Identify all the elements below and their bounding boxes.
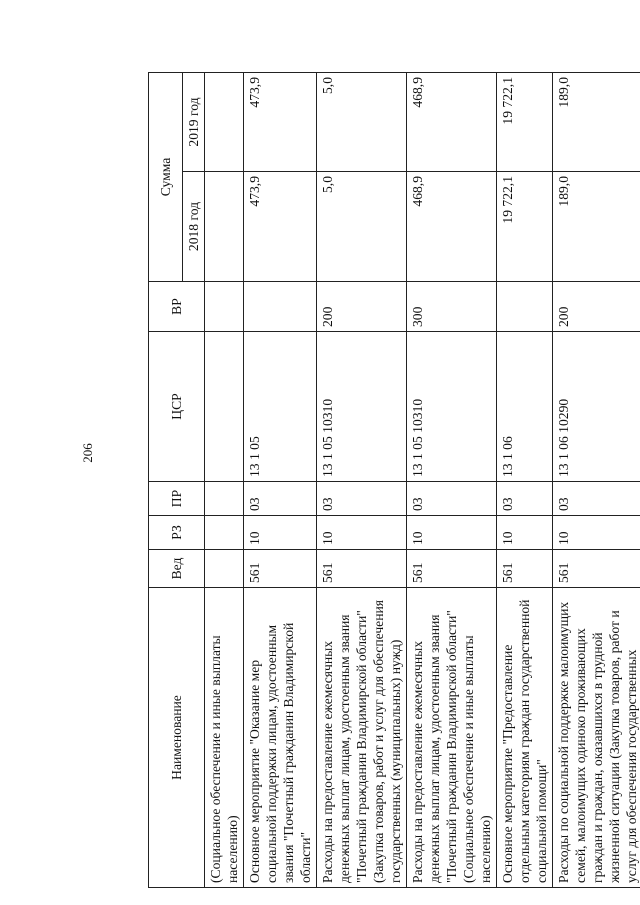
cell-name: Расходы на предоставление ежемесячных денежных выплат лицам, удостоенным звания "Почетный гражданин Владимирской области" (Закупка товаров, работ и услуг для обеспечения государственных (муниципальных) нужд) — [317, 588, 407, 888]
budget-table-wrapper — [148, 73, 639, 888]
cell-rz: 10 — [407, 516, 497, 550]
cell-2018: 19 722,1 — [497, 172, 553, 282]
cell-name: Расходы по социальной поддержке малоимущих семей, малоимущих одиноко проживающих граждан и граждан, оказавшихся в трудной жизненной ситуации (Закупка товаров, работ и услуг для обеспечения государственных — [553, 588, 640, 888]
cell-vr: 200 — [553, 282, 640, 332]
cell-ved: 561 — [244, 550, 317, 588]
cell-vr — [244, 282, 317, 332]
cell-csr: 13 1 06 10290 — [553, 332, 640, 482]
cell-vr — [497, 282, 553, 332]
cell-rz: 10 — [497, 516, 553, 550]
table-row — [244, 73, 317, 888]
header-year-2019: 2019 год — [183, 73, 205, 172]
table-row — [553, 73, 640, 888]
cell-2019: 5,0 — [317, 73, 407, 172]
cell-csr: 13 1 05 10310 — [317, 332, 407, 482]
cell-csr: 13 1 06 — [497, 332, 553, 482]
cell-ved — [205, 550, 244, 588]
cell-name: Расходы на предоставление ежемесячных денежных выплат лицам, удостоенным звания "Почетный гражданин Владимирской области" (Социальное обеспечение и иные выплаты населению) — [407, 588, 497, 888]
header-year-2018: 2018 год — [183, 172, 205, 282]
cell-rz — [205, 516, 244, 550]
cell-2018: 5,0 — [317, 172, 407, 282]
cell-vr: 300 — [407, 282, 497, 332]
cell-rz: 10 — [553, 516, 640, 550]
cell-name: Основное мероприятие "Оказание мер социальной поддержки лицам, удостоенным звания "Почетный гражданин Владимирской области" — [244, 588, 317, 888]
budget-table — [148, 72, 640, 888]
cell-2018 — [205, 172, 244, 282]
table-row — [497, 73, 553, 888]
cell-2019: 189,0 — [553, 73, 640, 172]
cell-ved: 561 — [553, 550, 640, 588]
header-pr: ПР — [149, 482, 205, 516]
cell-csr: 13 1 05 — [244, 332, 317, 482]
header-ved: Вед — [149, 550, 205, 588]
cell-vr — [205, 282, 244, 332]
cell-rz: 10 — [244, 516, 317, 550]
cell-name: Основное мероприятие "Предоставление отдельным категориям граждан государственной социальной помощи" — [497, 588, 553, 888]
cell-pr: 03 — [553, 482, 640, 516]
cell-2019: 468,9 — [407, 73, 497, 172]
cell-csr: 13 1 05 10310 — [407, 332, 497, 482]
cell-2018: 189,0 — [553, 172, 640, 282]
header-vr: ВР — [149, 282, 205, 332]
cell-pr: 03 — [317, 482, 407, 516]
cell-2019: 473,9 — [244, 73, 317, 172]
cell-ved: 561 — [317, 550, 407, 588]
cell-rz: 10 — [317, 516, 407, 550]
cell-2018: 473,9 — [244, 172, 317, 282]
cell-csr — [205, 332, 244, 482]
cell-pr: 03 — [244, 482, 317, 516]
cell-name: (Социальное обеспечение и иные выплаты населению) — [205, 588, 244, 888]
cell-ved: 561 — [497, 550, 553, 588]
header-csr: ЦСР — [149, 332, 205, 482]
table-row — [205, 73, 244, 888]
cell-ved: 561 — [407, 550, 497, 588]
cell-2019 — [205, 73, 244, 172]
page-number: 206 — [80, 443, 95, 463]
table-row — [407, 73, 497, 888]
header-rz: РЗ — [149, 516, 205, 550]
cell-2019: 19 722,1 — [497, 73, 553, 172]
cell-pr: 03 — [407, 482, 497, 516]
header-sum: Сумма — [149, 73, 183, 282]
cell-pr — [205, 482, 244, 516]
header-name: Наименование — [149, 588, 205, 888]
cell-vr: 200 — [317, 282, 407, 332]
table-row — [317, 73, 407, 888]
cell-2018: 468,9 — [407, 172, 497, 282]
cell-pr: 03 — [497, 482, 553, 516]
